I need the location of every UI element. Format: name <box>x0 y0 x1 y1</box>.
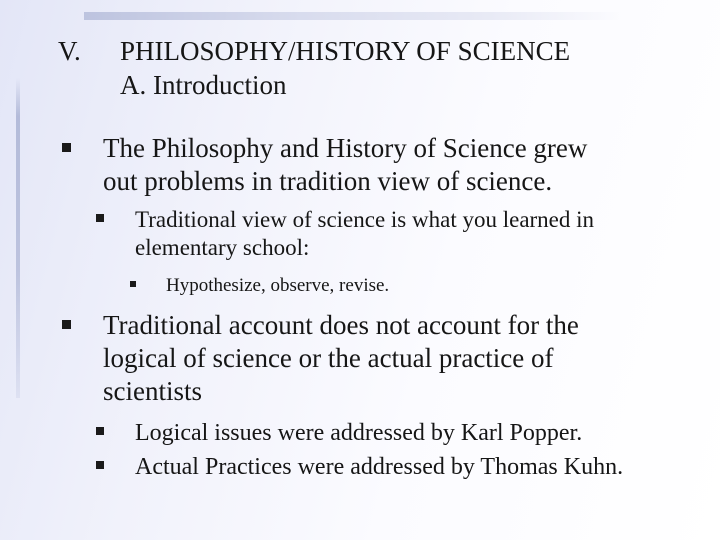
slide-title <box>58 34 570 102</box>
bullet-item <box>130 274 389 298</box>
bullet-text: Hypothesize, observe, revise. <box>166 275 390 296</box>
left-decorative-rule <box>16 78 20 398</box>
bullet-text: The Philosophy and History of Science grew out problems in tradition view of science. <box>103 133 588 196</box>
square-bullet-icon <box>62 320 71 329</box>
section-subtitle: A. Introduction <box>120 70 287 100</box>
square-bullet-icon <box>130 281 136 287</box>
title-row <box>58 34 570 68</box>
square-bullet-icon <box>96 214 104 222</box>
top-decorative-rule <box>84 12 624 20</box>
section-numeral: V. <box>58 36 81 66</box>
bullet-text: Traditional view of science is what you learned in elementary school: <box>135 207 595 260</box>
bullet-text: Traditional account does not account for the logical of science or the actual practice of scientists <box>103 310 579 406</box>
bullet-item <box>62 309 579 408</box>
bullet-text: Actual Practices were addressed by Thomas Kuhn. <box>135 454 624 480</box>
bullet-item <box>62 132 587 198</box>
section-title: PHILOSOPHY/HISTORY OF SCIENCE <box>120 36 571 66</box>
bullet-item <box>96 206 594 262</box>
square-bullet-icon <box>96 461 104 469</box>
bullet-item <box>96 452 623 482</box>
square-bullet-icon <box>62 143 71 152</box>
bullet-item <box>96 418 582 448</box>
square-bullet-icon <box>96 427 104 435</box>
bullet-text: Logical issues were addressed by Karl Popper. <box>135 420 583 446</box>
